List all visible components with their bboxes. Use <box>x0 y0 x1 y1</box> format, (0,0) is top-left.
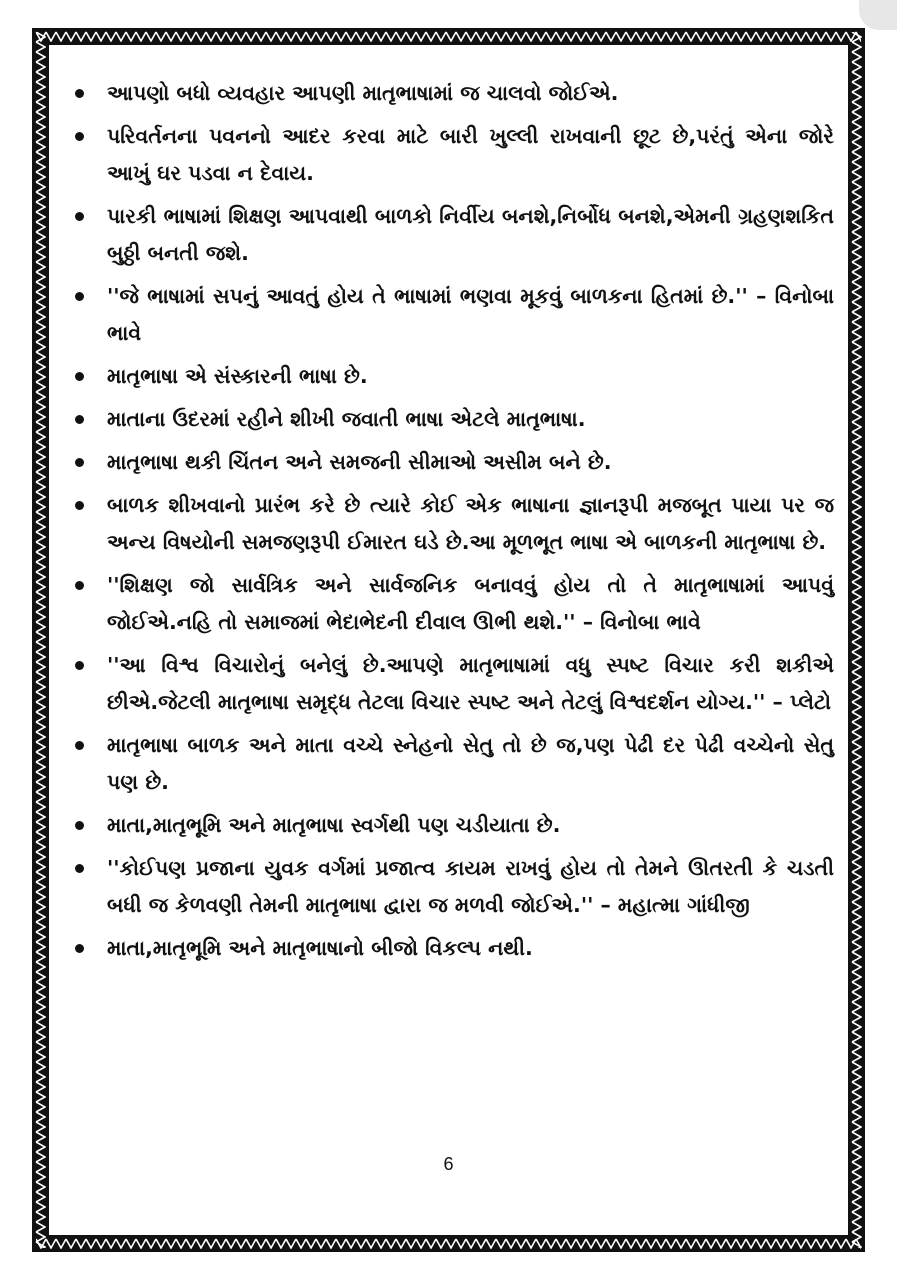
list-item-text: પરિવર્તનના પવનનો આદર કરવા માટે બારી ખુલ્લી રાખવાની છૂટ છે,પરંતું એના જોરે આખું ઘર પડવા ન દેવાય. <box>107 124 834 185</box>
bullet-icon <box>75 89 84 98</box>
page-border <box>32 28 865 1252</box>
border-pattern-bottom <box>36 1238 861 1249</box>
list-item <box>63 75 834 112</box>
list-item-text: ''આ વિશ્વ વિચારોનું બનેલું છે.આપણે માતૃભાષામાં વધુ સ્પષ્ટ વિચાર કરી શકીએ છીએ.જેટલી માતૃભાષા સમૃદ્ધ તેટલા વિચાર સ્પષ્ટ અને તેટલું વિશ્વદર્શન યોગ્ય.'' – પ્લેટો <box>107 653 834 714</box>
list-item <box>63 198 834 272</box>
bullet-icon <box>75 944 84 953</box>
bullet-icon <box>75 132 84 141</box>
list-item-text: માતા,માતૃભૂમિ અને માતૃભાષા સ્વર્ગથી પણ ચડીયાતા છે. <box>107 813 561 837</box>
bullet-icon <box>75 741 84 750</box>
list-item-text: માતાના ઉદરમાં રહીને શીખી જવાતી ભાષા એટલે માતૃભાષા. <box>107 407 586 431</box>
border-pattern-top <box>36 31 861 42</box>
bullet-icon <box>75 501 84 510</box>
list-item-text: આપણો બધો વ્યવહાર આપણી માતૃભાષામાં જ ચાલવો જોઈએ. <box>107 81 619 105</box>
list-item <box>63 401 834 438</box>
page-content-area <box>47 43 850 1237</box>
list-item-text: ''જે ભાષામાં સપનું આવતું હોય તે ભાષામાં ભણવા મૂકવું બાળકના હિતમાં છે.'' – વિનોબા ભાવે <box>107 284 834 345</box>
bullet-icon <box>75 292 84 301</box>
list-item <box>63 807 834 844</box>
list-item-text: ''શિક્ષણ જો સાર્વત્રિક અને સાર્વજનિક બનાવવું હોય તો તે માતૃભાષામાં આપવું જોઈએ.નહિ તો સમાજમાં ભેદાભેદની દીવાલ ઊભી થશે.'' – વિનોબા ભાવે <box>107 573 834 634</box>
bullet-list-container <box>63 75 834 973</box>
list-item <box>63 850 834 924</box>
list-item <box>63 727 834 801</box>
corner-tab <box>859 0 897 30</box>
list-item <box>63 930 834 967</box>
bullet-icon <box>75 661 84 670</box>
list-item <box>63 278 834 352</box>
list-item-text: માતૃભાષા એ સંસ્કારની ભાષા છે. <box>107 364 368 388</box>
list-item <box>63 647 834 721</box>
list-item <box>63 118 834 192</box>
list-item <box>63 487 834 561</box>
bullet-icon <box>75 458 84 467</box>
page-number: 6 <box>443 1154 454 1174</box>
bullet-icon <box>75 372 84 381</box>
list-item-text: માતૃભાષા થકી ચિંતન અને સમજની સીમાઓ અસીમ બને છે. <box>107 450 612 474</box>
list-item-text: બાળક શીખવાનો પ્રારંભ કરે છે ત્યારે કોઈ એક ભાષાના જ્ઞાનરૂપી મજબૂત પાયા પર જ અન્ય વિષયોની સમજણરૂપી ઈમારત ઘડે છે.આ મૂળભૂત ભાષા એ બાળકની માતૃભાષા છે. <box>107 493 834 554</box>
bullet-icon <box>75 821 84 830</box>
border-pattern-left <box>35 32 46 1248</box>
border-pattern-right <box>851 32 862 1248</box>
bullet-icon <box>75 864 84 873</box>
bullet-icon <box>75 581 84 590</box>
list-item-text: માતૃભાષા બાળક અને માતા વચ્ચે સ્નેહનો સેતુ તો છે જ,પણ પેઢી દર પેઢી વચ્ચેનો સેતુ પણ છે. <box>107 733 834 794</box>
list-item-text: ''કોઈપણ પ્રજાના યુવક વર્ગમાં પ્રજાત્વ કાયમ રાખવું હોય તો તેમને ઊતરતી કે ચડતી બધી જ કેળવણી તેમની માતૃભાષા દ્વારા જ મળવી જોઈએ.'' – મહાત્મા ગાંધીજી <box>107 856 834 917</box>
bullet-list <box>63 75 834 967</box>
bullet-icon <box>75 415 84 424</box>
list-item <box>63 358 834 395</box>
bullet-icon <box>75 212 84 221</box>
list-item <box>63 444 834 481</box>
list-item-text: માતા,માતૃભૂમિ અને માતૃભાષાનો બીજો વિકલ્પ નથી. <box>107 936 533 960</box>
list-item <box>63 567 834 641</box>
list-item-text: પારકી ભાષામાં શિક્ષણ આપવાથી બાળકો નિર્વીય બનશે,નિર્બોધ બનશે,એમની ગ્રહણશકિત બુઠ્ઠી બનતી જશે. <box>107 204 834 265</box>
